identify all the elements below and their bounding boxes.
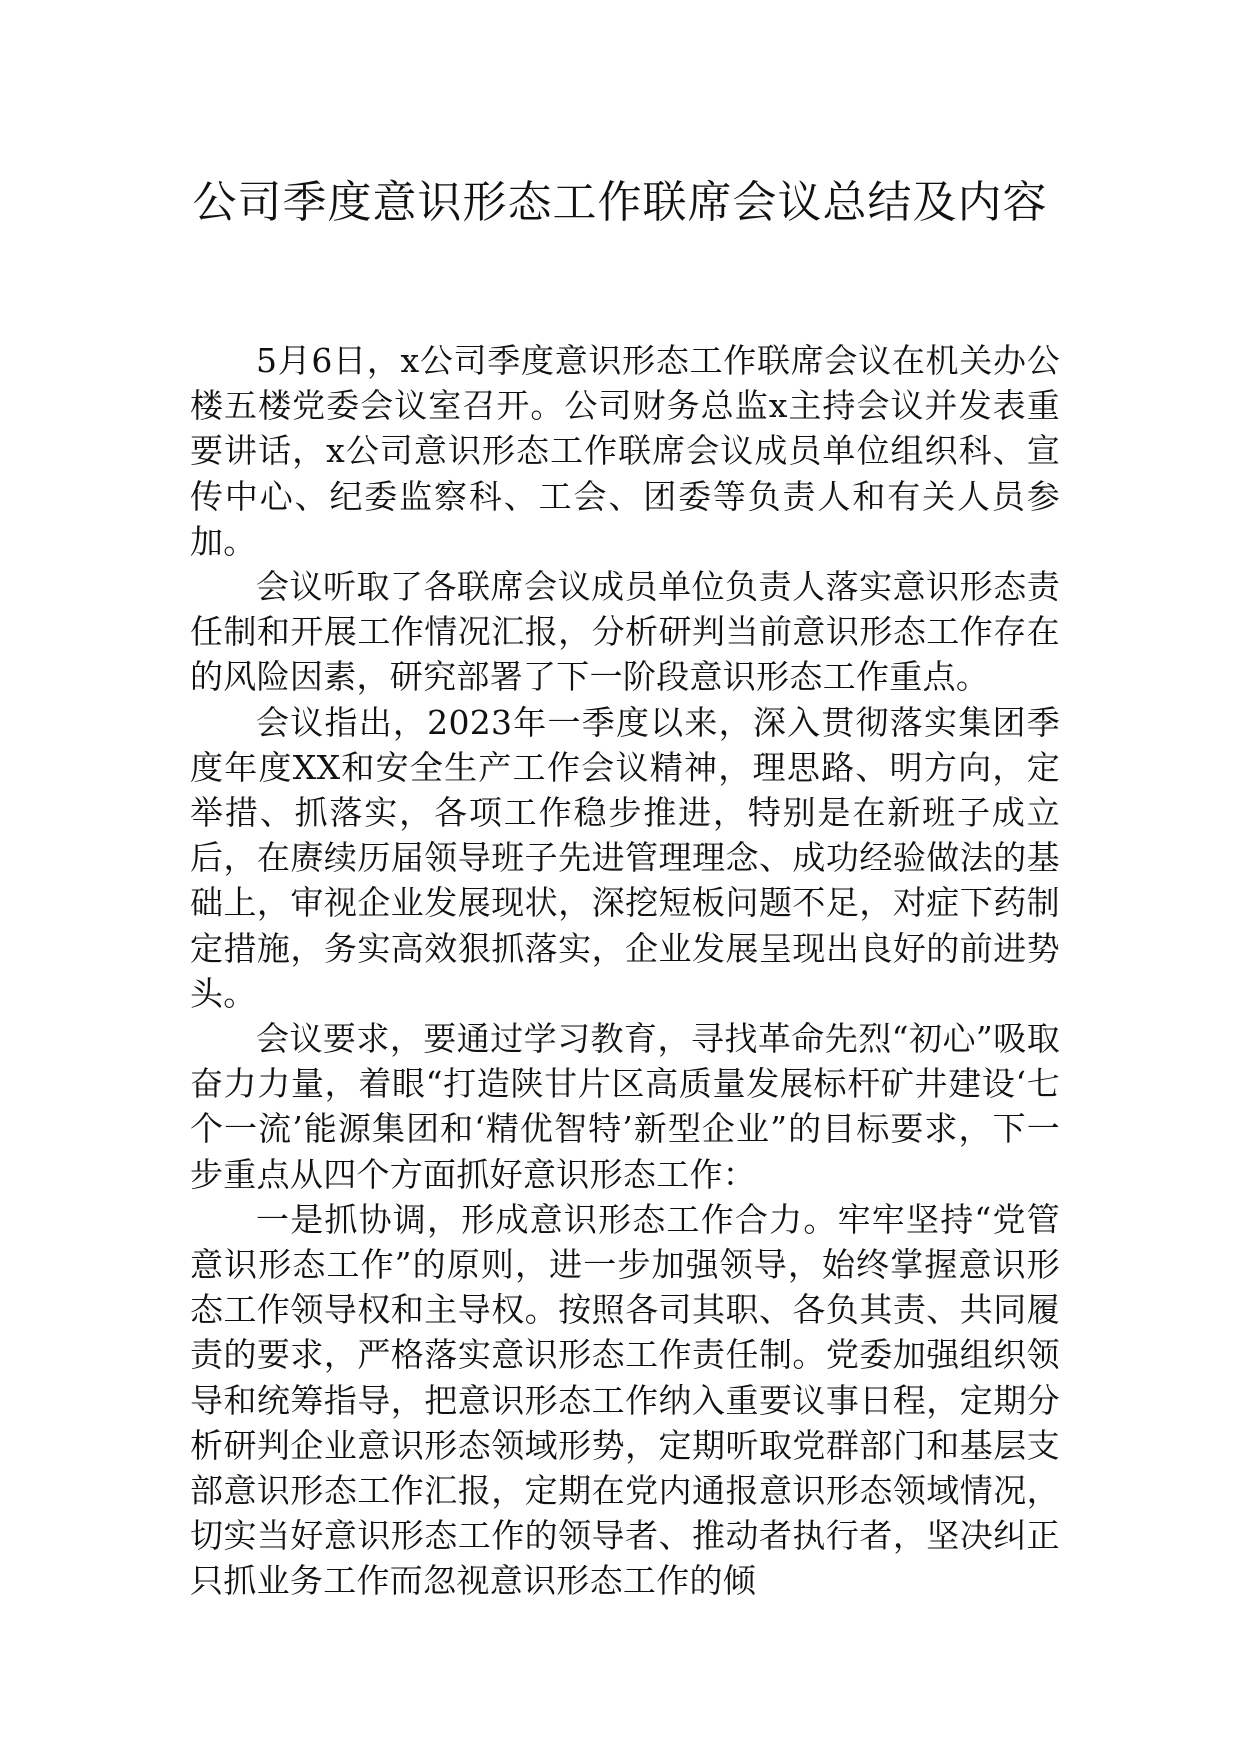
document-body xyxy=(190,338,1060,1604)
paragraph-meeting-points: 会议指出，2023年一季度以来，深入贯彻落实集团季度年度XX和安全生产工作会议精神，理思路、明方向，定举措、抓落实，各项工作稳步推进，特别是在新班子成立后，在赓续历届领导班子先进管理理念、成功经验做法的基础上，审视企业发展现状，深挖短板问题不足，对症下药制定措施，务实高效狠抓落实，企业发展呈现出良好的前进势头。 xyxy=(190,702,1060,1013)
paragraph-coordination: 一是抓协调，形成意识形态工作合力。牢牢坚持“党管意识形态工作”的原则，进一步加强领导，始终掌握意识形态工作领导权和主导权。按照各司其职、各负其责、共同履责的要求，严格落实意识形态工作责任制。党委加强组织领导和统筹指导，把意识形态工作纳入重要议事日程，定期分析研判企业意识形态领域形势，定期听取党群部门和基层支部意识形态工作汇报，定期在党内通报意识形态领域情况，切实当好意识形态工作的领导者、推动者执行者，坚决纠正只抓业务工作而忽视意识形态工作的倾 xyxy=(190,1199,1060,1601)
paragraph-meeting-intro: 5月6日，x公司季度意识形态工作联席会议在机关办公楼五楼党委会议室召开。公司财务总监x主持会议并发表重要讲话，x公司意识形态工作联席会议成员单位组织科、宣传中心、纪委监察科、工会、团委等负责人和有关人员参加。 xyxy=(190,341,1060,561)
paragraph-meeting-requirements: 会议要求，要通过学习教育，寻找革命先烈“初心”吸取奋力力量，着眼“打造陕甘片区高质量发展标杆矿井建设‘七个一流’能源集团和‘精优智特’新型企业”的目标要求，下一步重点从四个方面抓好意识形态工作： xyxy=(190,1019,1060,1194)
paragraph-meeting-reports: 会议听取了各联席会议成员单位负责人落实意识形态责任制和开展工作情况汇报，分析研判当前意识形态工作存在的风险因素，研究部署了下一阶段意识形态工作重点。 xyxy=(190,567,1060,697)
document-title: 公司季度意识形态工作联席会议总结及内容 xyxy=(192,177,1048,228)
